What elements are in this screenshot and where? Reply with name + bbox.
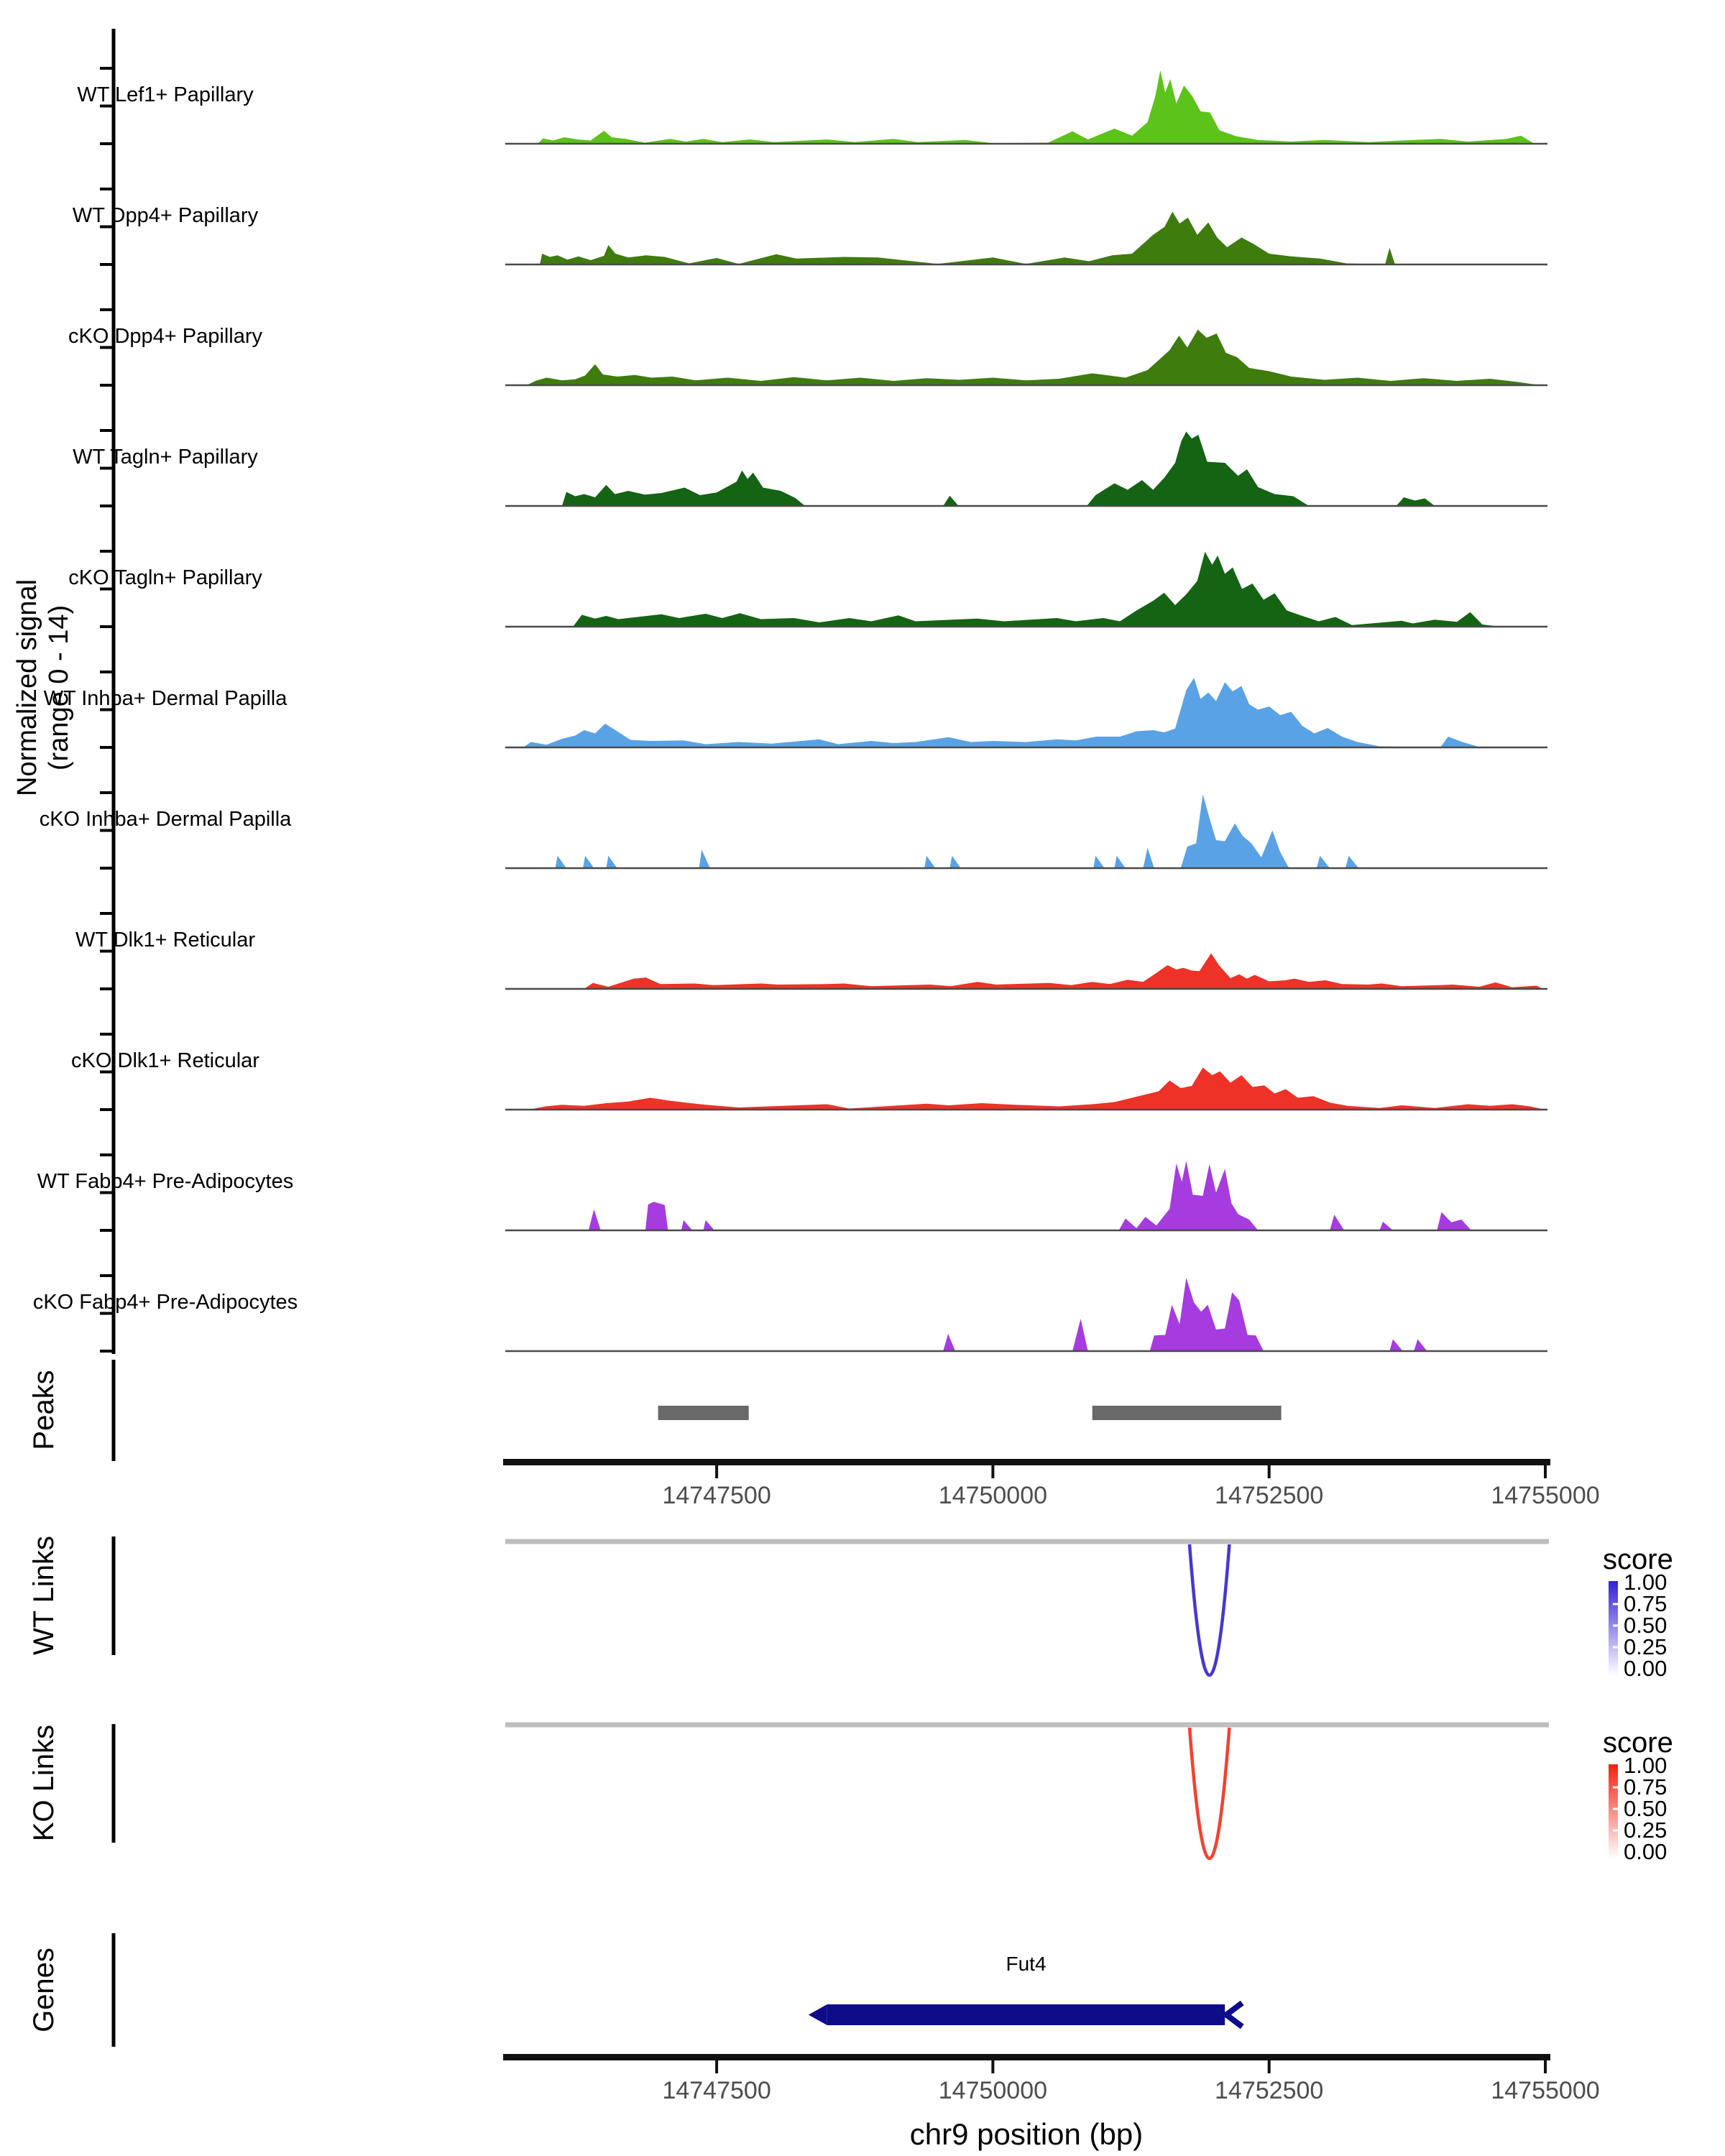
- track-label: WT Fabp4+ Pre-Adipocytes: [37, 1170, 294, 1193]
- gene-body: [827, 2004, 1225, 2025]
- signal-track: [33, 1276, 1547, 1351]
- track-label: cKO Dpp4+ Papillary: [68, 325, 262, 348]
- track-label: WT Lef1+ Papillary: [77, 83, 254, 106]
- legend-tick-label: 0.75: [1624, 1774, 1668, 1800]
- ruler-tick-label: 14747500: [662, 1482, 771, 1509]
- ruler-tick-label: 14752500: [1215, 1482, 1324, 1509]
- peak-interval: [1092, 1406, 1282, 1420]
- ruler-top: [503, 1459, 1600, 1509]
- ruler-line: [503, 1459, 1550, 1465]
- signal-track: [68, 551, 1547, 627]
- ruler-tick-label: 14752500: [1215, 2077, 1324, 2104]
- ruler-tick-label: 14755000: [1491, 1482, 1600, 1509]
- track-label: cKO Dlk1+ Reticular: [71, 1049, 259, 1072]
- legend-colorbar: [1609, 1764, 1618, 1859]
- x-axis-title: chr9 position (bp): [909, 2117, 1144, 2151]
- signal-area: [529, 1068, 1545, 1110]
- signal-track: [68, 310, 1547, 385]
- legend-tick-label: 0.00: [1624, 1839, 1668, 1864]
- track-label: WT Dpp4+ Papillary: [72, 204, 259, 227]
- section-label-peaks: Peaks: [28, 1370, 60, 1450]
- ruler-bottom: [503, 2054, 1600, 2104]
- signal-area: [527, 330, 1540, 385]
- legend-tick-label: 0.50: [1624, 1796, 1668, 1821]
- wt-links-track: [505, 1542, 1549, 1675]
- track-label: cKO Tagln+ Papillary: [68, 566, 262, 589]
- signal-track: [37, 1155, 1547, 1230]
- track-label: WT Inhba+ Dermal Papilla: [43, 687, 288, 710]
- y-axis-label-line1: Normalized signal: [12, 579, 42, 797]
- signal-area: [584, 954, 1543, 990]
- section-label-genes: Genes: [28, 1948, 60, 2032]
- wt-score-legend: [1603, 1544, 1673, 1681]
- gene-direction-arrow-left: [809, 2004, 827, 2025]
- legend-title: score: [1603, 1544, 1673, 1575]
- gene-annotation: [809, 1953, 1242, 2027]
- section-label-ko-links: KO Links: [28, 1724, 60, 1842]
- legend-tick-label: 1.00: [1624, 1570, 1668, 1595]
- link-arc: [1190, 1728, 1229, 1858]
- legend-tick-label: 0.00: [1624, 1656, 1668, 1681]
- ko-links-track: [505, 1725, 1549, 1858]
- signal-area: [523, 678, 1512, 747]
- ruler-tick-label: 14755000: [1491, 2077, 1600, 2104]
- ruler-tick-label: 14747500: [662, 2077, 771, 2104]
- signal-area: [556, 794, 1359, 868]
- legend-tick-label: 0.25: [1624, 1818, 1668, 1843]
- dynamic-chart-layer: [33, 68, 1673, 2104]
- signal-track: [77, 68, 1547, 144]
- signal-area: [573, 552, 1501, 627]
- track-label: cKO Fabp4+ Pre-Adipocytes: [32, 1291, 298, 1314]
- link-arc: [1190, 1544, 1229, 1675]
- signal-track: [71, 1034, 1547, 1110]
- signal-track: [73, 189, 1547, 264]
- legend-tick-label: 0.25: [1624, 1634, 1668, 1659]
- signal-track: [75, 913, 1547, 989]
- signal-area: [943, 1278, 1427, 1351]
- ruler-tick-label: 14750000: [938, 2077, 1048, 2104]
- y-axis-label-line2: (range 0 - 14): [44, 604, 74, 771]
- peak-interval: [658, 1406, 749, 1420]
- track-label: WT Dlk1+ Reticular: [75, 929, 256, 952]
- legend-tick-label: 1.00: [1624, 1753, 1668, 1778]
- track-label: WT Tagln+ Papillary: [73, 446, 258, 469]
- gene-direction-chevron: [1226, 2003, 1242, 2027]
- signal-track: [44, 672, 1547, 747]
- signal-area: [562, 432, 1435, 507]
- signal-area: [538, 70, 1535, 144]
- legend-title: score: [1603, 1727, 1673, 1759]
- ruler-tick-label: 14750000: [938, 1482, 1048, 1509]
- signal-area: [540, 212, 1535, 265]
- section-label-wt-links: WT Links: [28, 1536, 60, 1655]
- legend-tick-label: 0.50: [1624, 1613, 1668, 1638]
- signal-track: [40, 793, 1547, 868]
- ruler-line: [503, 2054, 1550, 2060]
- legend-colorbar: [1609, 1581, 1618, 1676]
- track-label: cKO Inhba+ Dermal Papilla: [39, 808, 292, 831]
- signal-area: [589, 1161, 1471, 1230]
- signal-track: [73, 430, 1547, 506]
- legend-tick-label: 0.75: [1624, 1591, 1668, 1616]
- gene-name-label: Fut4: [1006, 1953, 1046, 1975]
- ko-score-legend: [1603, 1727, 1673, 1864]
